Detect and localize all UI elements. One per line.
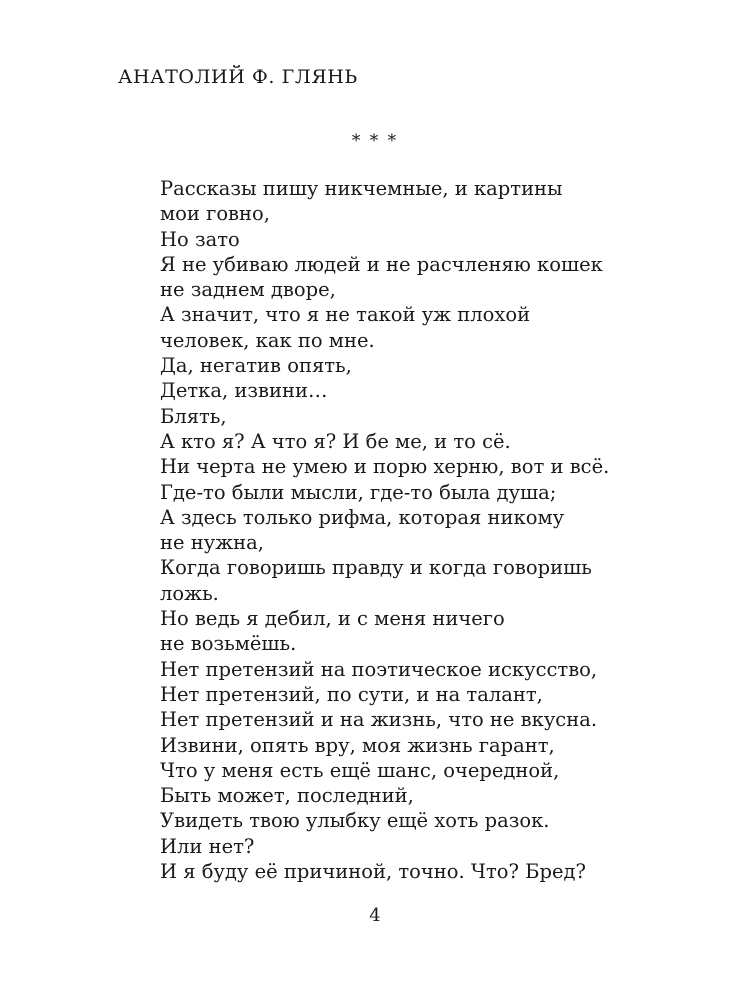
poem-line: Ни черта не умею и порю херню, вот и всё. — [160, 455, 610, 479]
running-head-author: АНАТОЛИЙ Ф. ГЛЯНЬ — [118, 66, 358, 88]
poem-line: Или нет? — [160, 834, 255, 858]
poem-line: не нужна, — [160, 531, 264, 555]
poem-line: А кто я? А что я? И бе ме, и то сё. — [160, 429, 511, 453]
poem-line: ложь. — [160, 581, 219, 605]
poem-line: Но зато — [160, 227, 240, 251]
poem-body — [160, 176, 609, 884]
poem-line: Детка, извини… — [160, 379, 328, 403]
poem-line: не заднем дворе, — [160, 278, 336, 302]
poem-line: И я буду её причиной, точно. Что? Бред? — [160, 860, 586, 884]
section-separator: * * * — [351, 131, 399, 151]
poem-line: Нет претензий на поэтическое искусство, — [160, 657, 598, 681]
poem-line: Когда говоришь правду и когда говоришь — [160, 556, 592, 580]
poem-line: Нет претензий и на жизнь, что не вкусна. — [160, 708, 598, 732]
poem-line: Но ведь я дебил, и с меня ничего — [160, 607, 505, 631]
page-number: 4 — [369, 905, 381, 926]
poem-line: А здесь только рифма, которая никому — [160, 505, 565, 529]
poem-line: Я не убиваю людей и не расчленяю кошек — [160, 252, 603, 276]
poem-line: А значит, что я не такой уж плохой — [160, 303, 531, 327]
poem-line: Быть может, последний, — [160, 784, 414, 808]
poem-line: Увидеть твою улыбку ещё хоть разок. — [160, 809, 550, 833]
poem-line: Рассказы пишу никчемные, и картины — [160, 177, 563, 200]
poem-line: не возьмёшь. — [160, 632, 297, 656]
poem-line: Где-то были мысли, где-то была душа; — [160, 480, 557, 504]
poem-line: Да, негатив опять, — [160, 354, 352, 378]
poem-line: Нет претензий, по сути, и на талант, — [160, 682, 543, 706]
poem-line: Что у меня есть ещё шанс, очередной, — [160, 758, 560, 782]
poem-line: Извини, опять вру, моя жизнь гарант, — [160, 733, 555, 757]
poem-line: Блять, — [160, 404, 227, 428]
poem-line: мои говно, — [160, 202, 270, 226]
poem-line: человек, как по мне. — [160, 328, 375, 352]
